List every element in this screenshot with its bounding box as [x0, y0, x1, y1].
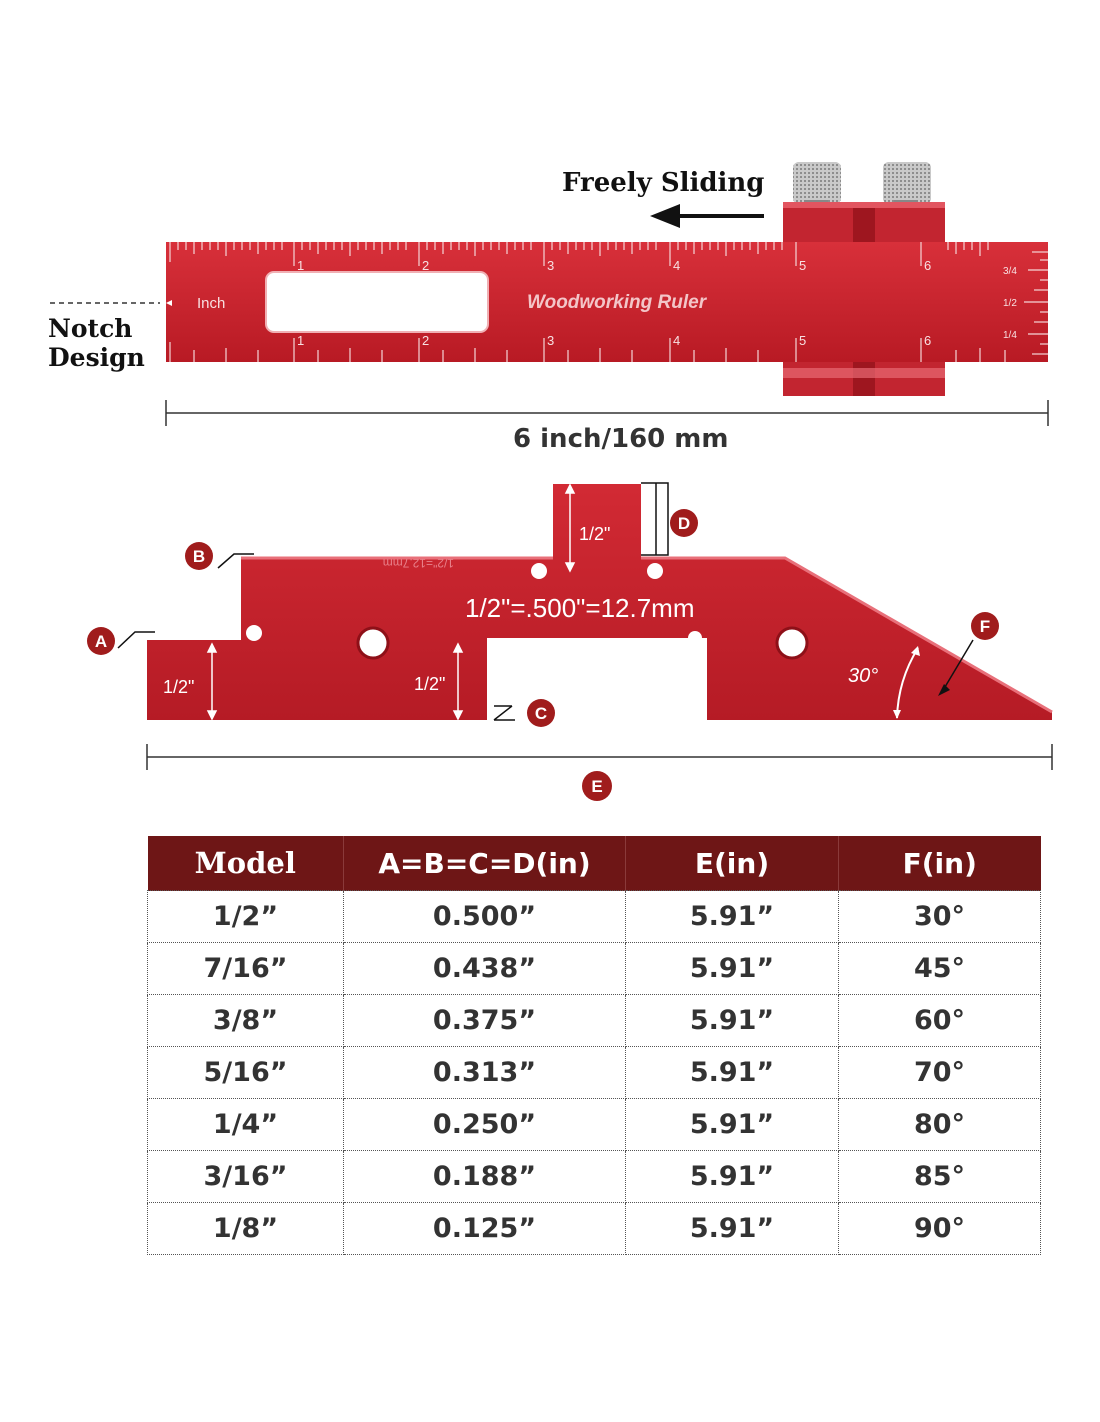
ruler-num-top-5: 5 [799, 258, 807, 273]
cell-model: 5/16” [148, 1047, 344, 1099]
ruler-num-top-6: 6 [924, 258, 932, 273]
marker-e: E [591, 777, 603, 796]
ruler-num-bottom-3: 3 [547, 333, 555, 348]
cell-f: 80° [839, 1099, 1041, 1151]
cell-abcd: 0.188” [344, 1151, 626, 1203]
table-row [148, 943, 1041, 995]
leader-d [641, 483, 668, 555]
marker-b: B [192, 547, 206, 566]
header-f: F(in) [839, 836, 1041, 891]
table-row [148, 1151, 1041, 1203]
cell-f: 60° [839, 995, 1041, 1047]
ruler-illustration [0, 0, 1100, 460]
gauge-angle-label: 30° [848, 665, 879, 687]
fraction-half: 1/2 [1003, 298, 1017, 309]
fraction-quarter: 1/4 [1003, 330, 1017, 341]
table-row [148, 995, 1041, 1047]
table-row [148, 1099, 1041, 1151]
cell-e: 5.91” [626, 1151, 839, 1203]
mount-hole-right [777, 628, 807, 658]
cell-abcd: 0.500” [344, 891, 626, 943]
spec-table [147, 836, 1041, 1255]
marker-d: D [677, 514, 691, 533]
ruler-num-top-1: 1 [297, 258, 305, 273]
ruler-unit-label: Inch [197, 295, 226, 312]
header-abcd: A=B=C=D(in) [344, 836, 626, 891]
cell-model: 3/8” [148, 995, 344, 1047]
arrow-left-icon [650, 204, 764, 228]
gauge-main-label: 1/2"=.500"=12.7mm [465, 593, 695, 623]
slider-block-top [783, 202, 945, 244]
ruler-num-bottom-1: 1 [297, 333, 305, 348]
header-e: E(in) [626, 836, 839, 891]
e-dimension-line [147, 744, 1052, 770]
leader-c [494, 706, 515, 720]
ruler-num-top-2: 2 [422, 258, 430, 273]
notch-label-line2: Design [48, 343, 145, 372]
knurled-knob-left [793, 162, 841, 208]
cell-abcd: 0.125” [344, 1203, 626, 1255]
cell-e: 5.91” [626, 1099, 839, 1151]
ruler-num-bottom-4: 4 [673, 333, 681, 348]
marker-a: A [94, 632, 108, 651]
table-row [148, 891, 1041, 943]
length-dimension-line [166, 400, 1048, 426]
ruler-num-bottom-5: 5 [799, 333, 807, 348]
cell-f: 30° [839, 891, 1041, 943]
cell-abcd: 0.250” [344, 1099, 626, 1151]
header-model: Model [148, 836, 344, 891]
cell-f: 70° [839, 1047, 1041, 1099]
relief-notch-right [647, 563, 663, 579]
table-row [148, 1047, 1041, 1099]
cell-e: 5.91” [626, 1203, 839, 1255]
marker-f: F [979, 617, 991, 636]
ruler-num-bottom-2: 2 [422, 333, 430, 348]
cell-e: 5.91” [626, 943, 839, 995]
cell-abcd: 0.438” [344, 943, 626, 995]
gauge-illustration [0, 470, 1100, 810]
fraction-three-quarter: 3/4 [1003, 266, 1017, 277]
relief-notch-step [246, 625, 262, 641]
marker-c: C [534, 704, 548, 723]
cell-abcd: 0.313” [344, 1047, 626, 1099]
relief-notch-left [531, 563, 547, 579]
ruler-num-bottom-6: 6 [924, 333, 932, 348]
notch-design-label [48, 314, 145, 372]
freely-sliding-label: Freely Sliding [562, 168, 765, 198]
cell-f: 45° [839, 943, 1041, 995]
cell-e: 5.91” [626, 1047, 839, 1099]
knurled-knob-right [883, 162, 931, 208]
relief-notch-slot [688, 631, 702, 645]
gauge-engraved-text: 1/2"=12.7mm [382, 556, 454, 570]
cell-model: 1/8” [148, 1203, 344, 1255]
cell-model: 1/4” [148, 1099, 344, 1151]
ruler-num-top-3: 3 [547, 258, 555, 273]
table-row [148, 1203, 1041, 1255]
cell-f: 90° [839, 1203, 1041, 1255]
cell-e: 5.91” [626, 891, 839, 943]
cell-f: 85° [839, 1151, 1041, 1203]
gauge-dim-mid: 1/2" [414, 674, 446, 694]
table-header-row [148, 836, 1041, 891]
gauge-dim-top: 1/2" [579, 524, 611, 544]
ruler-num-top-4: 4 [673, 258, 681, 273]
cell-e: 5.91” [626, 995, 839, 1047]
notch-label-line1: Notch [48, 314, 133, 343]
cell-model: 1/2” [148, 891, 344, 943]
length-label: 6 inch/160 mm [513, 424, 729, 454]
cell-model: 7/16” [148, 943, 344, 995]
cell-abcd: 0.375” [344, 995, 626, 1047]
gauge-dim-left: 1/2" [163, 677, 195, 697]
ruler-brand-text: Woodworking Ruler [527, 292, 707, 313]
ruler-window [266, 272, 488, 332]
cell-model: 3/16” [148, 1151, 344, 1203]
mount-hole-left [358, 628, 388, 658]
